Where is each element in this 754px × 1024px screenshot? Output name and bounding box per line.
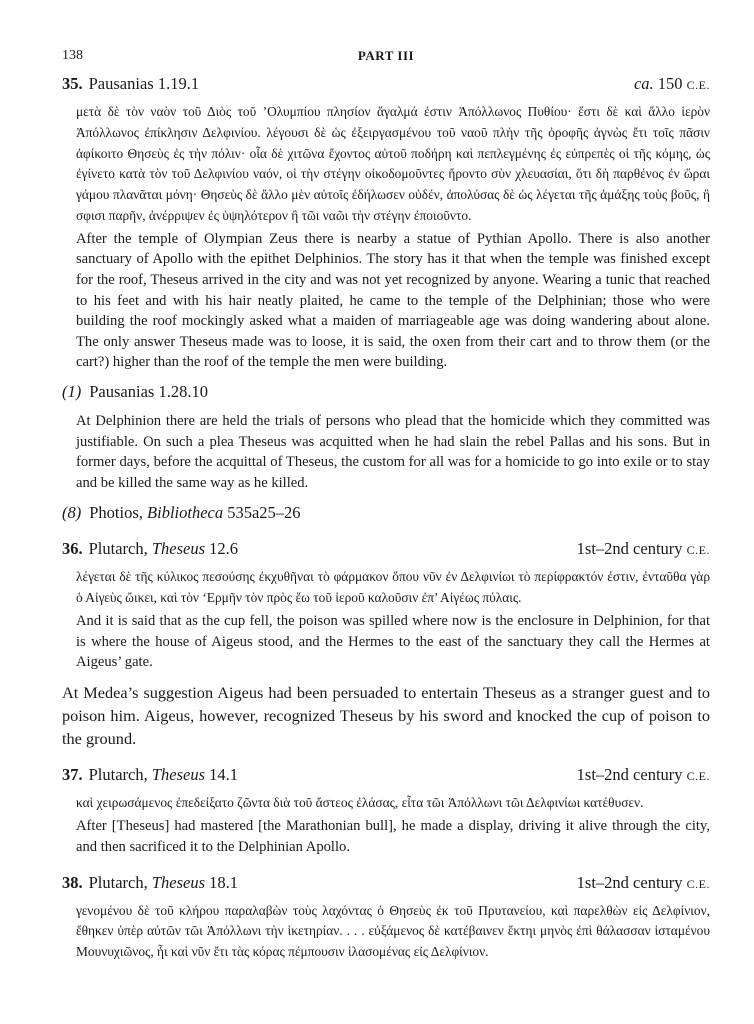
entry-date: 1st–2nd century C.E. [576,539,710,559]
entry-35 [62,73,710,373]
english-translation: And it is said that as the cup fell, the poison was spilled where now is the enclosure in Delphinion, for that is where the house of Aigeus stood, and the Hermes to the east of the sanctuary they call the Hermes at Aigeus’ gate. [76,612,710,671]
cross-reference-8 [62,502,710,524]
entry-heading: 37. Plutarch, Theseus 14.1 1st–2nd century C.E. [62,764,710,787]
entry-37 [62,764,710,858]
running-head [62,48,710,70]
reference-source: Pausanias 1.28.10 [89,381,208,401]
entry-number: 36. [62,539,83,559]
reference-marker: (1) [62,381,82,401]
part-title: PART III [357,48,415,63]
greek-text: γενομένου δὲ τοῦ κλήρου παραλαβὼν τοὺς λαχόντας ὁ Θησεὺς ἐκ τοῦ Πρυτανείου, καὶ παρελθὼν εἰς Δελφίνιον, ἔθηκεν ὑπὲρ αὐτῶν τῶι Ἀπόλλωνι τὴν ἱκετηρίαν. . . . εὐξάμενος δὲ κατέβαινεν ἕκτηι μηνὸς ἐπὶ θάλασσαν ἱσταμένου Μουνυχιῶνος, ἧι καὶ νῦν ἔτι τὰς κόρας πέμπουσιν ἱλασομένας εἰς Δελφίνιον. [76,902,710,960]
english-translation: At Delphinion there are held the trials of persons who plead that the homicide which they committed was justifiable. On such a plea Theseus was acquitted when he had slain the rebel Pallas and his sons. But in former days, before the acquittal of Theseus, the custom for all was for a homicide to go into exile or to stay and be killed the same way as he killed. [76,412,710,491]
entry-number: 37. [62,764,83,784]
greek-text: μετὰ δὲ τὸν ναὸν τοῦ Διὸς τοῦ ’Ολυμπίου πλησίον ἄγαλμά ἐστιν Ἀπόλλωνος Πυθίου· ἔστι δὲ καὶ ἄλλο ἱερὸν Ἀπόλλωνος ἐπίκλησιν Δελφινίου. λέγουσι δὲ ὡς ἐξειργασμένου τοῦ ναοῦ πλὴν τῆς ὀροφῆς ἀγνὼς ἔτι τοῖς πᾶσιν ἀφίκοιτο Θησεὺς ἐς τὴν πόλιν· οἷα δὲ χιτῶνα ἔχοντος αὐτοῦ ποδήρη καὶ πεπλεγμένης ἐς εὐπρεπὲς οἱ τῆς κόμης, ὡς ἐγίνετο κατὰ τὸν τοῦ Δελφινίου ναόν, οἱ τὴν στέγην οἰκοδομοῦντες ἤροντο σὺν χλευασίαι, ὅτι δὴ παρθένος ἐν ὥραι γάμου πλανᾶται μόνη· Θησεὺς δὲ ἄλλο μὲν αὐτοῖς ἐδήλωσεν οὐδέν, ἀπολύσας δὲ ὡς λέγεται τῆς ἁμάξης τοὺς βοῦς, ἣ σφισι παρῆν, ἀνέρριψεν ἐς ὑψηλότερον ἢ τῶι ναῶι τὴν στέγην ἐποιοῦντο. [76,104,710,223]
english-translation: After the temple of Olympian Zeus there is nearby a statue of Pythian Apollo. There is also another sanctuary of Apollo with the epithet Delphinios. The story has it that when the temple was finished except for the roof, Theseus arrived in the city and was not yet recognized by anyone. Wearing a tunic that reached to his feet and with his hair neatly plaited, he came to the temple of the Delphinian; those who were building the roof mockingly asked what a maiden of marriageable age was doing wandering about alone. The only answer Theseus made was to loose, it is said, the oxen from their cart and to throw them (or the cart?) higher than the roof of the temple the men were building. [76,230,710,371]
cross-reference-heading: (8) Photios, Bibliotheca 535a25–26 [62,503,301,523]
entry-number: 35. [62,74,83,93]
page-number: 138 [62,48,83,63]
entry-heading: 38. Plutarch, Theseus 18.1 1st–2nd century C.E. [62,872,710,895]
cross-reference-heading [62,381,710,403]
entry-38 [62,872,710,963]
entry-date: 1st–2nd century C.E. [576,872,710,892]
commentary-paragraph: At Medea’s suggestion Aigeus had been persuaded to entertain Theseus as a stranger guest and to poison him. Aigeus, however, recognized Theseus by his sword and knocked the cup of poison to the ground. [62,682,710,748]
book-page [62,48,710,963]
english-translation: After [Theseus] had mastered [the Marathonian bull], he made a display, driving it alive through the city, and then sacrificed it to the Delphinian Apollo. [76,818,710,856]
entry-heading [62,73,710,96]
entry-source: Pausanias 1.19.1 [88,74,200,93]
entry-number: 38. [62,872,83,892]
reference-marker: (8) [62,503,82,523]
greek-text: λέγεται δὲ τῆς κύλικος πεσούσης ἐκχυθῆναι τὸ φάρμακον ὅπου νῦν ἐν Δελφινίωι τὸ περίφρακτόν ἐστιν, ἐνταῦθα γὰρ ὁ Αἰγεὺς ὤικει, καὶ τὸν ‘Ερμῆν τὸν πρὸς ἕω τοῦ ἱεροῦ καλοῦσιν ἐπ’ Αἰγέως πύλαις. [76,569,710,606]
greek-text: καὶ χειρωσάμενος ἐπεδείξατο ζῶντα διὰ τοῦ ἄστεος ἐλάσας, εἶτα τῶι Ἀπόλλωνι τῶι Δελφινίωι κατέθυσεν. [76,794,644,810]
cross-reference-1 [62,381,710,493]
entry-date: ca. 150 C.E. [633,74,710,93]
entry-date: 1st–2nd century C.E. [576,764,710,784]
entry-heading: 36. Plutarch, Theseus 12.6 1st–2nd century C.E. [62,538,710,561]
entry-36 [62,538,710,672]
